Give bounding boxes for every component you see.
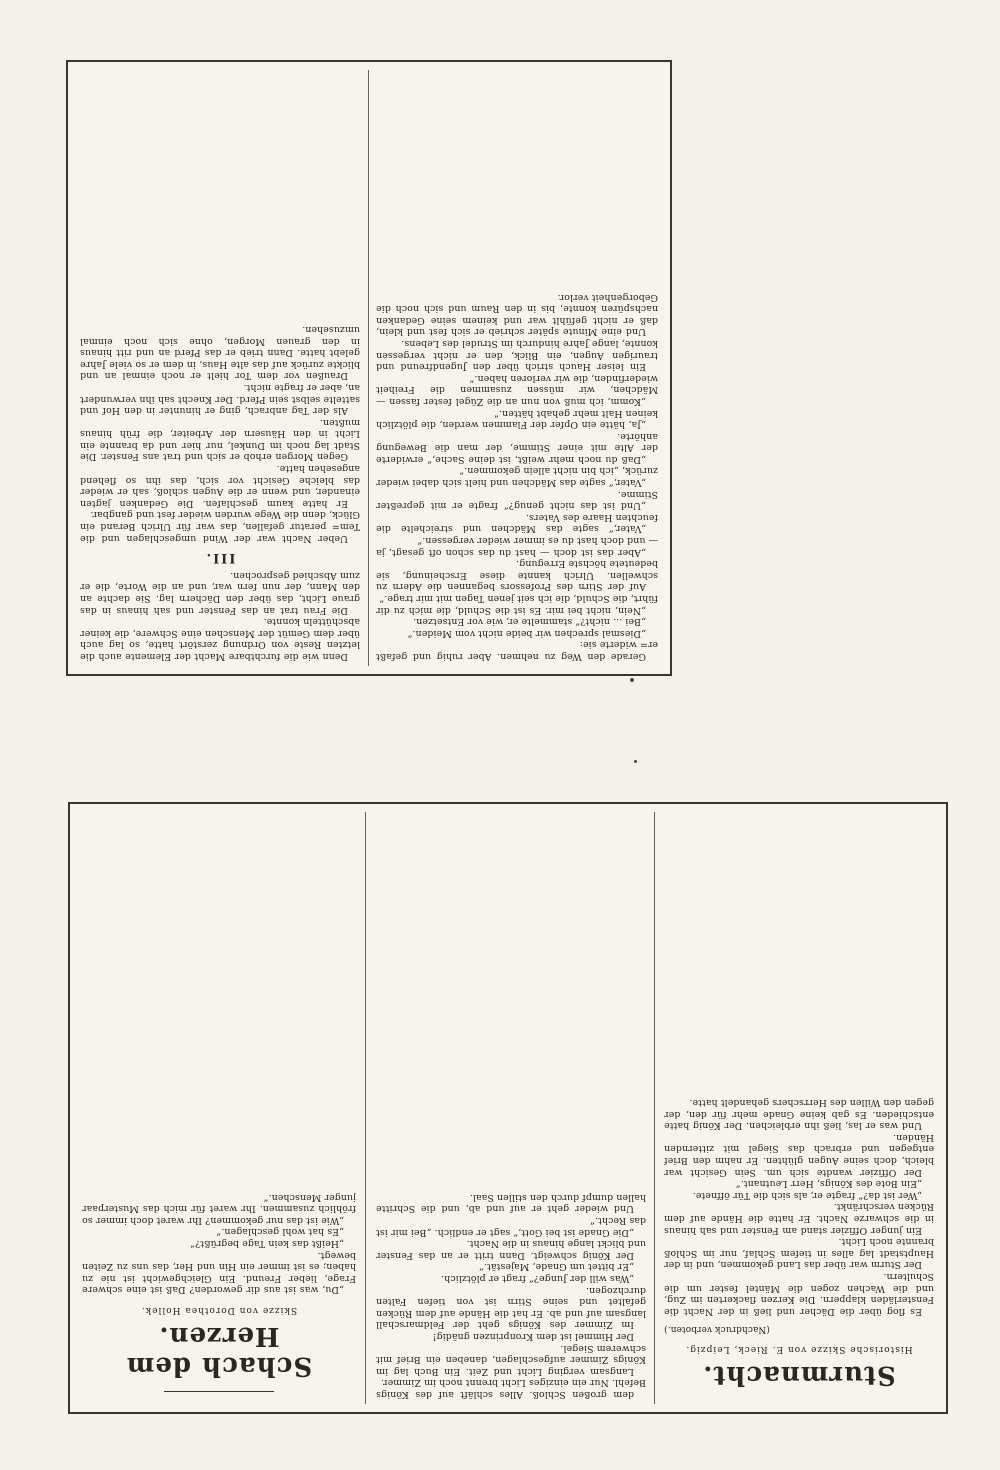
- paragraph: Ein junger Offizier stand am Fenster und sah hinaus in die schwarze Nacht. Er hatte die Hände auf dem Rücken verschränkt.: [664, 1201, 934, 1236]
- paragraph: „Er bittet um Gnade, Majestät.“: [479, 1261, 634, 1273]
- paragraph: Er hatte kaum geschlafen. Die Gedanken jagten einander, und wenn er die Augen schloß, sah er wieder das bleiche Gesicht vor sich, das ihn so flehend angesehen hatte.: [80, 463, 360, 509]
- paragraph: Der Himmel ist dem Kronprinzen gnädig!: [432, 1331, 634, 1343]
- scan-speck: [634, 760, 637, 763]
- bottom-panel-rotated-content: [70, 804, 946, 1412]
- top-column-left: [376, 74, 658, 662]
- paragraph: Der Offizier wandte sich um. Sein Gesicht war bleich, doch seine Augen glühten. Er nahm den Brief entgegen und erbrach das Siegel mit zitternden Händen.: [664, 1131, 934, 1178]
- paragraph: „Vater,“ sagte das Mädchen und hielt sich dabei wieder zurück, „ich bin nicht allein gekommen.“: [376, 465, 658, 489]
- paragraph: Draußen vor dem Tor hielt er noch einmal an und blickte zurück auf das alte Haus, in dem er so viele Jahre gelebt hatte. Dann trieb er das Pferd an und ritt hinaus in den grauen Morgen, ohne sich noch einmal umzusehen.: [80, 323, 360, 382]
- bottom-column-left: [664, 814, 934, 1400]
- column-divider: [368, 70, 369, 666]
- paragraph: Es flog über die Dächer und ließ in der Nacht die Fensterläden klappern. Die Kerzen flackerten im Zug, und die Wachen zogen die Mäntel fester um die Schultern.: [664, 1271, 934, 1317]
- paragraph: „Aber das ist doch — hast du das schon oft gesagt, ja — und doch hast du es immer wieder vergessen.“: [376, 535, 658, 558]
- paragraph: „Was will der Junge?“ fragt er plötzlich.: [441, 1273, 634, 1285]
- paragraph: „Wie ist das nur gekommen? Ihr waret doch immer so fröhlich zusammen. Ihr waret für mich das Musterpaar junger Menschen.“: [82, 1191, 356, 1226]
- paragraph: „Wer ist da?“ fragte er, als sich die Tür öffnete.: [692, 1189, 922, 1201]
- paragraph: „Bei ... nicht?“ stammelte er, wie vor Entsetzen.: [413, 616, 646, 628]
- paragraph: Im Zimmer des Königs geht der Feldmarschall langsam auf und ab. Er hat die Hände auf dem Rücken gefaltet und seine Stirn ist von tiefen Falten durchzogen.: [376, 1284, 646, 1331]
- paragraph: „Daß du noch mehr weißt, ist deine Sache,“ erwiderte der Alte mit einer Stimme, der man die Bewegung anhörte.: [376, 430, 658, 465]
- top-column-right: [80, 74, 360, 662]
- paragraph: Langsam verging Licht und Zeit. Ein Buch lag im Königs Zimmer aufgeschlagen, daneben ein Brief mit schwerem Siegel.: [376, 1342, 646, 1377]
- paragraph: Ueber Nacht war der Wind umgeschlagen und die Tem= peratur gefallen, das war für Ulrich Berand ein Glück, denn die Wege wurden wieder fest und gangbar.: [80, 509, 360, 544]
- bottom-column-middle: [376, 814, 646, 1400]
- column-divider: [654, 812, 655, 1404]
- story-byline: Skizze von Dorothea Hollek.: [140, 1305, 298, 1315]
- section-heading: III.: [204, 550, 236, 566]
- paragraph: „Vater,“ sagte das Mädchen und streichelte die feuchten Haare des Vaters.: [376, 511, 658, 535]
- paragraph: Die Frau trat an das Fenster und sah hinaus in das graue Licht, das über den Dächern lag. Sie dachte an den Mann, der nun fern war, und an die Worte, die er zum Abschied gesprochen.: [80, 569, 360, 616]
- paragraph: „Heißt das kein Tage begrüßt?“: [190, 1238, 344, 1250]
- paragraph: Gerade den Weg zu nehmen. Aber ruhig und gefaßt er= widerte sie:: [376, 639, 658, 662]
- top-text-panel: [66, 60, 672, 676]
- bottom-column-right: [82, 814, 356, 1400]
- paragraph: Denn wie die furchtbare Macht der Elemente auch die letzten Reste von Ordnung zerstört hatte, so lag auch über dem Gemüt der Menschen eine Schwere, die keiner abschütteln konnte.: [80, 616, 360, 662]
- paragraph: Ein leiser Hauch strich über den Jugendfreund und traurigen Augen, ein Blick, den er nicht vergessen konnte, lange Jahre hindurch im Strudel des Lebens.: [376, 337, 658, 373]
- paragraph: Der König schweigt. Dann tritt er an das Fenster und blickt lange hinaus in die Nacht.: [376, 1238, 646, 1261]
- paragraph: „Nein, nicht bei mir. Es ist die Schuld, die mich zu dir führt, die Schuld, die ich seit jenen Tagen mit mir trage.“: [376, 593, 658, 616]
- story-byline: Historische Skizze von E. Rieck, Leipzig.: [685, 1344, 913, 1354]
- paragraph: Und eine Minute später schrieb er sich fest und klein, daß er nicht gefühlt war und keinem seine Gedanken nachspüren konnte, bis in den Raum und sich noch die Geborgenheit verlor.: [376, 291, 658, 338]
- paragraph: „Ja, hätte ein Opfer der Flammen werden, die plötzlich keinen Halt mehr gehabt hätten.“: [376, 407, 658, 431]
- paragraph: „Es hat wohl geschlagen.“: [216, 1226, 344, 1238]
- story-title: Schach dem Herzen.: [125, 1321, 313, 1381]
- paragraph: Als der Tag anbrach, ging er hinunter in den Hof und sattelte selbst sein Pferd. Der Knecht sah ihn verwundert an, aber er fragte nicht.: [80, 381, 360, 417]
- separator-rule: [164, 1391, 274, 1392]
- paragraph: Der Sturm war über das Land gekommen, und in der Hauptstadt lag alles in tiefem Schlaf, nur im Schloß brannte noch Licht.: [664, 1236, 934, 1271]
- paragraph: „Die Gnade ist bei Gott,“ sagt er endlich. „Bei mir ist das Recht.“: [376, 1215, 646, 1238]
- paragraph: „Ein Bote des Königs, Herr Leutnant.“: [735, 1178, 922, 1190]
- paragraph: Und was er las, ließ ihn erbleichen. Der König hatte entschieden. Es gab keine Gnade mehr für den, der gegen den Willen des Herrschers gehandelt hatte.: [664, 1097, 934, 1132]
- paragraph: „Diesmal sprechen wir beide nicht vom Meiden.“: [407, 627, 646, 639]
- bottom-text-panel: [68, 802, 948, 1414]
- reprint-note: (Nachdruck verboten.): [664, 1324, 770, 1335]
- story-title: Sturmnacht.: [702, 1360, 896, 1390]
- paragraph: dem großen Schloß. Alles schläft auf des Königs Befehl. Nur ein einziges Licht brennt noch im Zimmer.: [376, 1377, 646, 1400]
- paragraph: „Und ist das nicht genug?“ fragte er mit gepreßter Stimme.: [376, 488, 658, 512]
- paragraph: Auf der Stirn des Professors begannen die Adern zu schwellen. Ulrich kannte diese Erscheinung, sie bedeutete höchste Erregung.: [376, 558, 658, 593]
- paragraph: Gegen Morgen erhob er sich und trat ans Fenster. Die Stadt lag noch im Dunkel, nur hier und da brannte ein Licht in den Häusern der Arbeiter, die früh hinaus mußten.: [80, 416, 360, 463]
- paragraph: „Du, was ist aus dir geworden? Daß ist eine schwere Frage, lieber Freund. Ein Gleichgewicht ist nie zu haben; es ist immer ein Hin und Her, das uns zu Zeiten bewegt.: [82, 1249, 356, 1296]
- paragraph: Und wieder geht er auf und ab, und die Schritte hallen dumpf durch den stillen Saal.: [376, 1191, 646, 1215]
- scan-speck: [630, 678, 634, 682]
- top-panel-rotated-content: [68, 62, 670, 674]
- column-divider: [365, 812, 366, 1404]
- paragraph: „Komm, ich muß von nun an die Zügel fester fassen — Mädchen, wir müssen zusammen die Freiheit wiederfinden, die wir verloren haben.“: [376, 372, 658, 407]
